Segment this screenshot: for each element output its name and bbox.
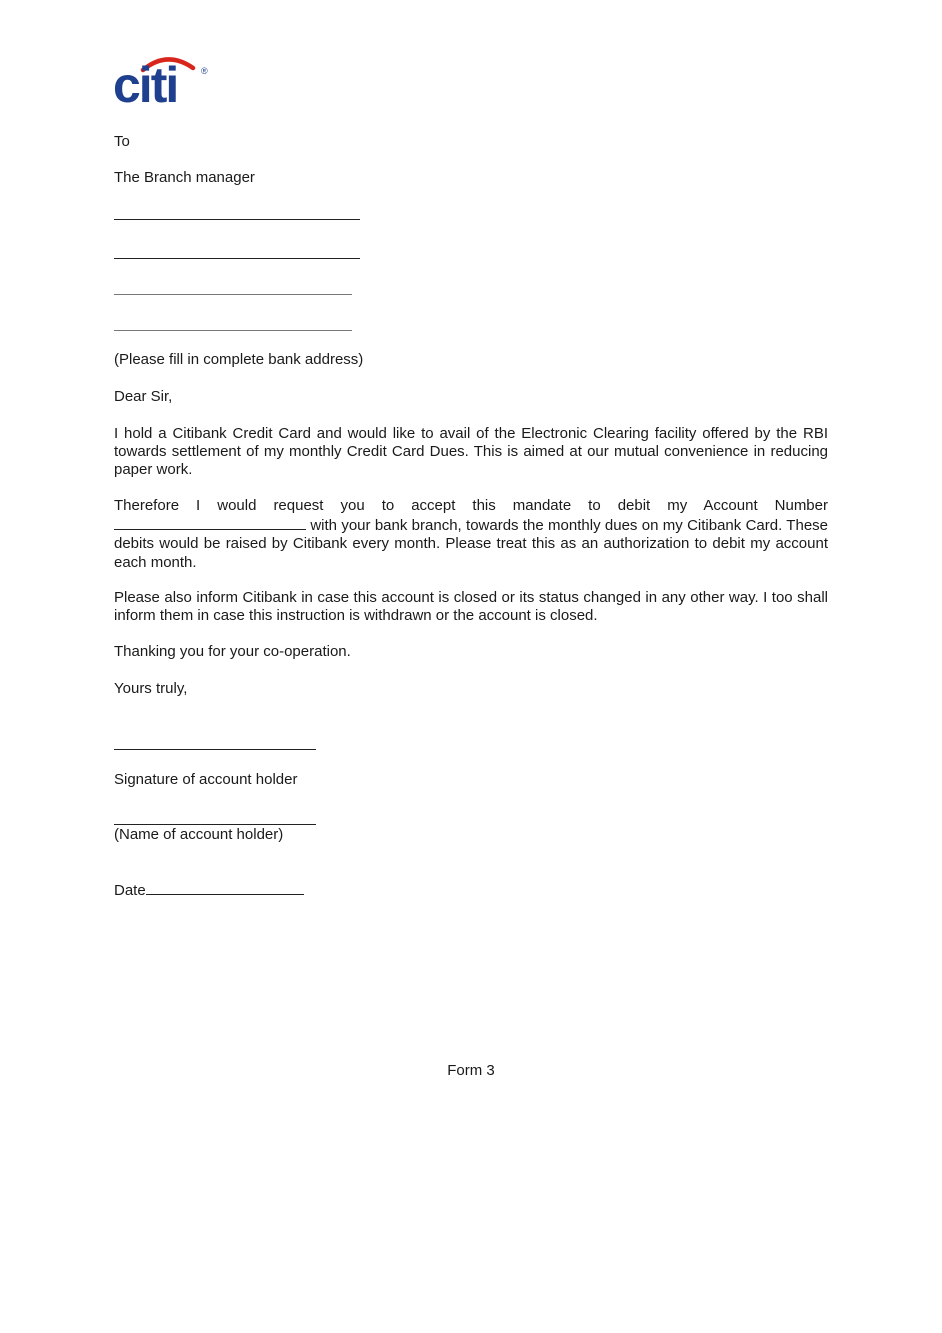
date-label: Date: [114, 882, 146, 899]
name-label: (Name of account holder): [114, 826, 284, 843]
form-label: Form 3: [447, 1062, 495, 1079]
address-line-1[interactable]: [114, 219, 360, 220]
date-row: [114, 880, 304, 900]
paragraph-1: I hold a Citibank Credit Card and would like to avail of the Electronic Clearing facility offered by the RBI towards settlement of my monthly Credit Card Dues. This is aimed at our mutual convenience in reducing paper work.: [114, 425, 828, 479]
recipient: The Branch manager: [114, 169, 255, 186]
to-label: To: [114, 133, 130, 150]
address-line-3[interactable]: [114, 294, 352, 295]
address-line-4[interactable]: [114, 330, 352, 331]
paragraph-2-part-2: with your bank branch, towards the monthly dues on my Citibank Card. These debits would be raised by Citibank every month. Please treat this as an authorization to debit my account each month.: [114, 517, 828, 571]
paragraph-2-part-1: Therefore I would request you to accept this mandate to debit my Account Number: [114, 497, 828, 514]
address-line-2[interactable]: [114, 258, 360, 259]
salutation: Dear Sir,: [114, 388, 173, 405]
date-blank[interactable]: [146, 880, 304, 895]
closing: Yours truly,: [114, 680, 188, 697]
paragraph-3: Please also inform Citibank in case this account is closed or its status changed in any other way. I too shall inform them in case this instruction is withdrawn or the account is closed.: [114, 589, 828, 625]
registered-mark: ®: [201, 66, 208, 76]
citi-logo: [113, 54, 209, 113]
address-note: (Please fill in complete bank address): [114, 351, 364, 368]
thanks-line: Thanking you for your co-operation.: [114, 643, 351, 660]
logo-wordmark: citi: [113, 57, 178, 113]
signature-label: Signature of account holder: [114, 771, 298, 788]
name-line[interactable]: [114, 824, 316, 825]
signature-line[interactable]: [114, 749, 316, 750]
account-number-blank[interactable]: [114, 515, 306, 530]
paragraph-2: [114, 497, 828, 572]
